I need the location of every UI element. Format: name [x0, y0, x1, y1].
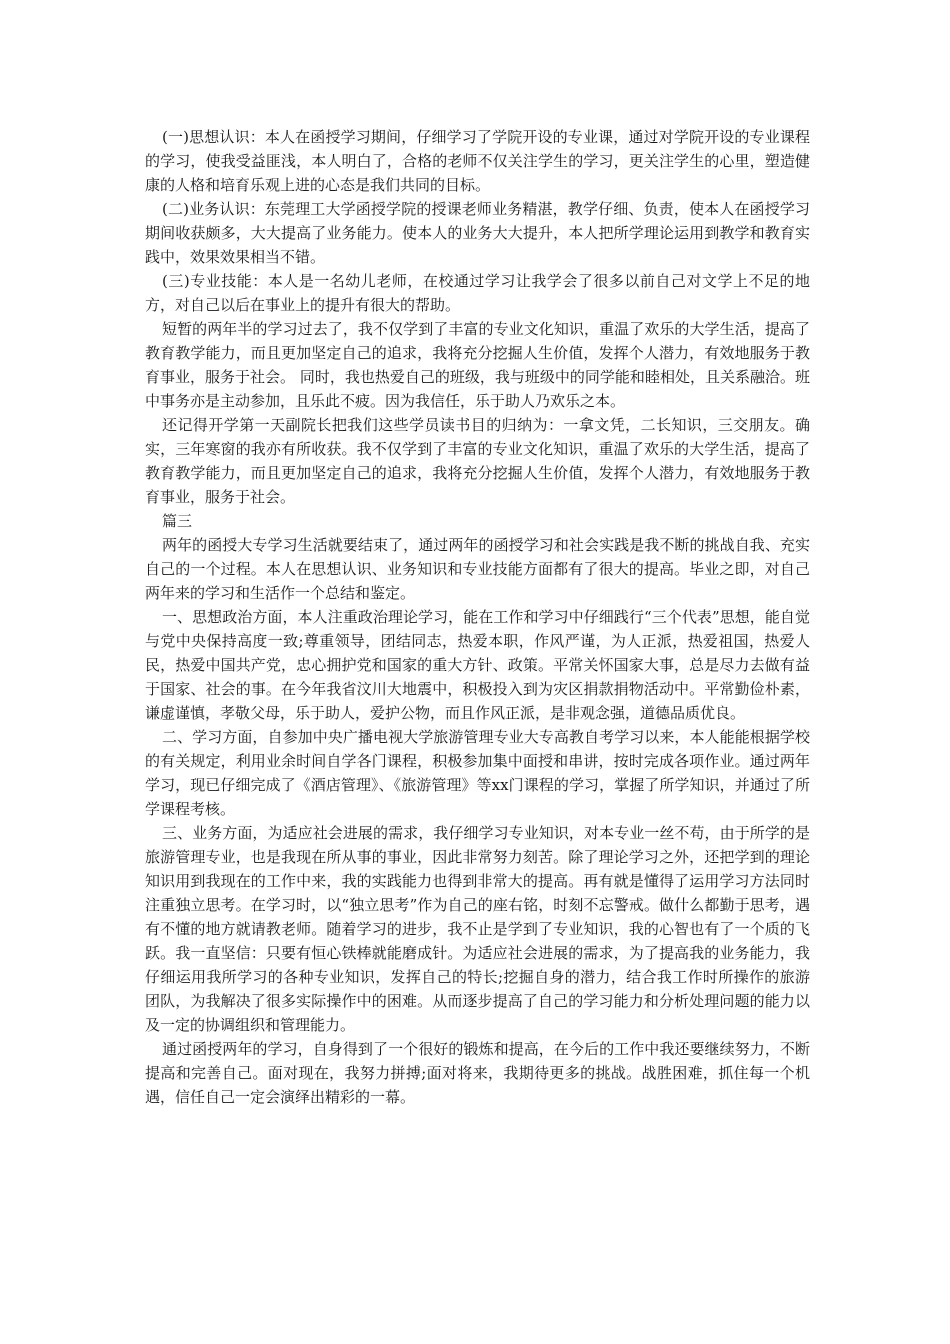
paragraph-professional-skills: (三)专业技能：本人是一名幼儿老师，在校通过学习让我学会了很多以前自己对文学上不足的地方，对自己以后在事业上的提升有很大的帮助。 — [145, 272, 810, 314]
paragraph-thought-awareness: (一)思想认识：本人在函授学习期间，仔细学习了学院开设的专业课，通过对学院开设的专业课程的学习，使我受益匪浅，本人明白了，合格的老师不仅关注学生的学习，更关注学生的心里，塑造健康的人格和培育乐观上进的心态是我们共同的目标。 — [145, 128, 810, 194]
paragraph-business-awareness: (二)业务认识：东莞理工大学函授学院的授课老师业务精湛，教学仔细、负责，使本人在函授学习期间收获颇多，大大提高了业务能力。使本人的业务大大提升，本人把所学理论运用到教学和教育实践中，效果效果相当不错。 — [145, 200, 810, 266]
paragraph-study-summary: 短暂的两年半的学习过去了，我不仅学到了丰富的专业文化知识，重温了欢乐的大学生活，提高了教育教学能力，而且更加坚定自己的追求，我将充分挖掘人生价值，发挥个人潜力，有效地服务于教育事业，服务于社会。 同时，我也热爱自己的班级，我与班级中的同学能和睦相处，且关系融洽。班中事务亦是主动参加，且乐此不疲。因为我信任，乐于助人乃欢乐之本。 — [145, 320, 810, 410]
section-heading: 篇三 — [162, 512, 193, 530]
paragraph-study-aspect: 二、学习方面，自参加中央广播电视大学旅游管理专业大专高教自考学习以来，本人能能根据学校的有关规定，利用业余时间自学各门课程，积极参加集中面授和串讲，按时完成各项作业。通过两年学习，现已仔细完成了《酒店管理》、《旅游管理》等xx门课程的学习，掌握了所学知识，并通过了所学课程考核。 — [145, 728, 810, 818]
paragraph-business-aspect: 三、业务方面，为适应社会进展的需求，我仔细学习专业知识，对本专业一丝不苟，由于所学的是旅游管理专业，也是我现在所从事的事业，因此非常努力刻苦。除了理论学习之外，还把学到的理论知识用到我现在的工作中来，我的实践能力也得到非常大的提高。再有就是懂得了运用学习方法同时注重独立思考。在学习时，以“独立思考”作为自己的座右铭，时刻不忘警戒。做什么都勤于思考，遇有不懂的地方就请教老师。随着学习的进步，我不止是学到了专业知识，我的心智也有了一个质的飞跃。我一直坚信：只要有恒心铁棒就能磨成针。为适应社会进展的需求，为了提高我的业务能力，我仔细运用我所学习的各种专业知识，发挥自己的特长;挖掘自身的潜力，结合我工作时所操作的旅游团队，为我解决了很多实际操作中的困难。从而逐步提高了自己的学习能力和分析处理问题的能力以及一定的协调组织和管理能力。 — [145, 824, 810, 1034]
paragraph-introduction: 两年的函授大专学习生活就要结束了，通过两年的函授学习和社会实践是我不断的挑战自我、充实自己的一个过程。本人在思想认识、业务知识和专业技能方面都有了很大的提高。毕业之即，对自己两年来的学习和生活作一个总结和鉴定。 — [145, 536, 810, 602]
paragraph-conclusion: 通过函授两年的学习，自身得到了一个很好的锻炼和提高，在今后的工作中我还要继续努力，不断提高和完善自己。面对现在，我努力拼搏;面对将来，我期待更多的挑战。战胜困难，抓住每一个机遇，信任自己一定会演绎出精彩的一幕。 — [145, 1040, 810, 1106]
document-page — [145, 125, 810, 1109]
paragraph-first-day-memory: 还记得开学第一天副院长把我们这些学员读书目的归纳为：一拿文凭，二长知识，三交朋友。确实，三年寒窗的我亦有所收获。我不仅学到了丰富的专业文化知识，重温了欢乐的大学生活，提高了教育教学能力，而且更加坚定自己的追求，我将充分挖掘人生价值，发挥个人潜力，有效地服务于教育事业，服务于社会。 — [145, 416, 810, 506]
paragraph-political-aspect: 一、思想政治方面，本人注重政治理论学习，能在工作和学习中仔细践行“三个代表”思想，能自觉与党中央保持高度一致;尊重领导，团结同志，热爱本职，作风严谨，为人正派，热爱祖国，热爱人民，热爱中国共产党，忠心拥护党和国家的重大方针、政策。平常关怀国家大事，总是尽力去做有益于国家、社会的事。在今年我省汶川大地震中，积极投入到为灾区捐款捐物活动中。平常勤俭朴素，谦虚谨慎，孝敬父母，乐于助人，爱护公物，而且作风正派，是非观念强，道德品质优良。 — [145, 608, 810, 722]
